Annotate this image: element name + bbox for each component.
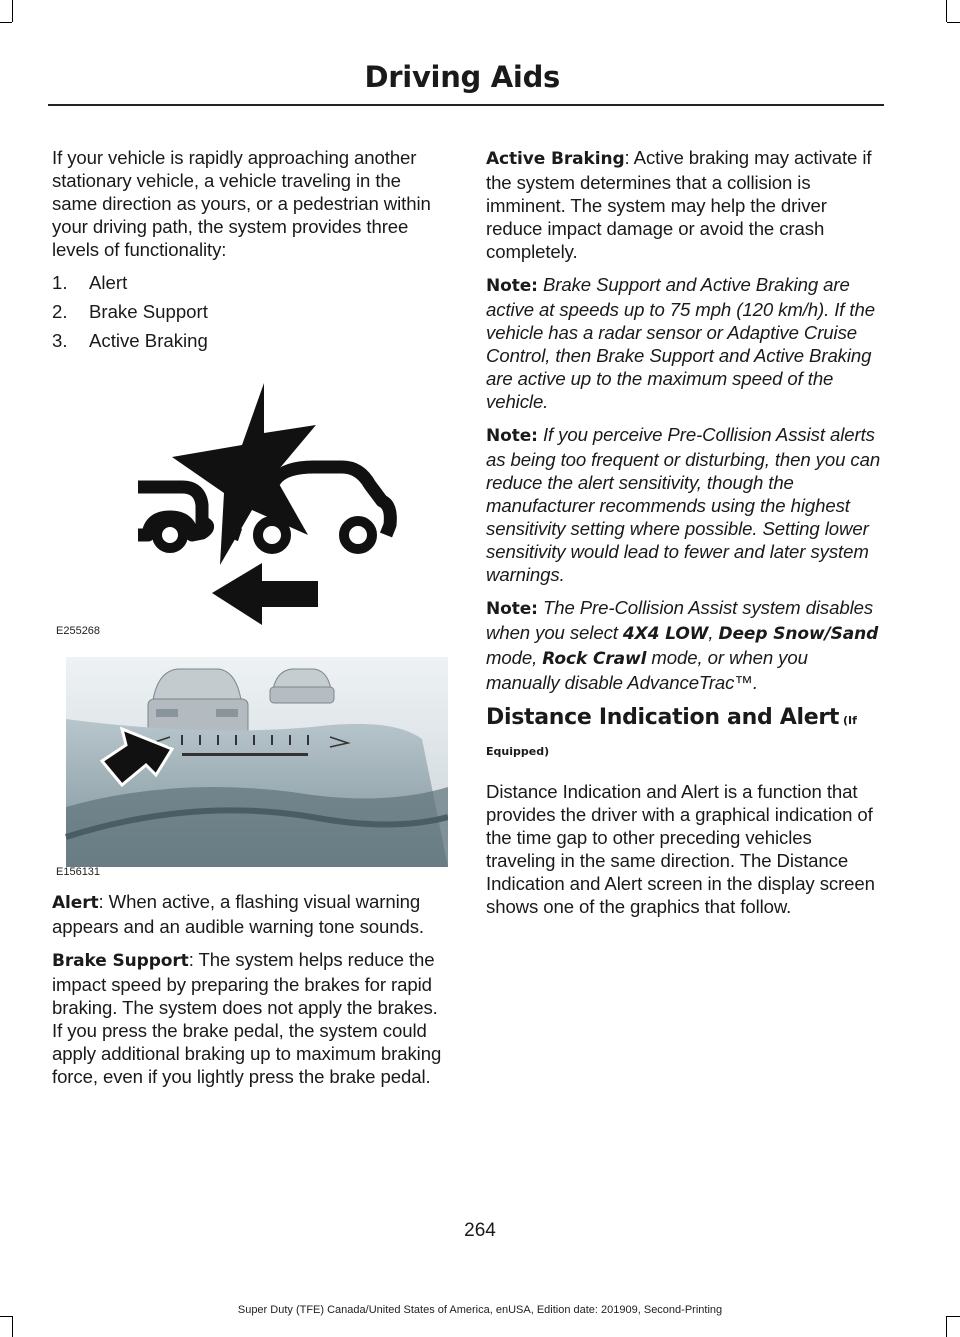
note-label: Note: bbox=[486, 599, 538, 619]
intro-paragraph: If your vehicle is rapidly approaching another stationary vehicle, a vehicle traveling in the same direction as yours, or a pedestrian within your driving path, the system provides three levels of functionality: bbox=[52, 147, 431, 260]
list-item bbox=[52, 300, 448, 323]
mode-name: Deep Snow/Sand bbox=[718, 624, 879, 644]
crop-mark bbox=[947, 1316, 960, 1317]
distance-indication-paragraph: Distance Indication and Alert is a function that provides the driver with a graphical indication of the time gap to other preceding vehicles traveling in the same direction. The Distance Indication and Alert screen in the display screen shows one of the graphics that follow. bbox=[486, 781, 875, 917]
mode-name: 4X4 LOW bbox=[622, 624, 709, 644]
section-title: Distance Indication and Alert bbox=[486, 705, 840, 730]
mode-name: Rock Crawl bbox=[542, 649, 647, 669]
list-label: Active Braking bbox=[89, 330, 208, 351]
note-paragraph bbox=[486, 273, 882, 413]
list-number: 3. bbox=[52, 330, 68, 351]
collision-warning-icon bbox=[52, 375, 448, 645]
brake-support-text: : The system helps reduce the impact speed by preparing the brakes for rapid braking. The system does not apply the brakes. If you press the brake pedal, the system could apply additional braking up to maximum braking force, even if you lightly press the brake pedal. bbox=[52, 949, 442, 1087]
active-braking-paragraph bbox=[486, 146, 882, 263]
section-heading bbox=[486, 704, 882, 766]
rear-car-icon bbox=[138, 487, 208, 535]
crop-mark bbox=[0, 22, 12, 23]
brake-support-paragraph bbox=[52, 948, 448, 1088]
figure-code: E156131 bbox=[56, 866, 101, 878]
note-text: The Pre-Collision Assist system disables when you select bbox=[486, 597, 874, 643]
page-number: 264 bbox=[464, 1220, 496, 1241]
figure-code: E255268 bbox=[56, 625, 101, 637]
arrow-left-icon bbox=[212, 563, 318, 625]
alert-text: : When active, a flashing visual warning appears and an audible warning tone sounds. bbox=[52, 891, 424, 937]
note-text: mode, bbox=[486, 647, 543, 668]
note-label: Note: bbox=[486, 426, 538, 446]
header-divider bbox=[48, 104, 884, 106]
crop-mark bbox=[946, 1316, 947, 1337]
list-label: Alert bbox=[89, 272, 128, 293]
levels-list bbox=[52, 271, 448, 352]
page-title: Driving Aids bbox=[364, 60, 560, 94]
left-column bbox=[52, 146, 448, 358]
note-text: If you perceive Pre-Collision Assist alerts as being too frequent or disturbing, then you can reduce the alert sensitivity, though the manufacturer recommends using the highest sensitivity setting where possible. Setting lower sensitivity would lead to fewer and later system warnings. bbox=[486, 424, 881, 585]
windshield-warning-illustration bbox=[52, 657, 448, 882]
crop-mark bbox=[947, 22, 960, 23]
alert-term: Alert bbox=[52, 893, 99, 913]
crop-mark bbox=[0, 1316, 12, 1317]
footer-text: Super Duty (TFE) Canada/United States of America, enUSA, Edition date: 201909, Second-Printing bbox=[237, 1304, 723, 1316]
active-braking-text: : Active braking may activate if the system determines that a collision is imminent. The system may help the driver reduce impact damage or avoid the crash completely. bbox=[486, 147, 872, 262]
note-paragraph bbox=[486, 596, 882, 694]
note-text: mode, or when you manually disable AdvanceTrac™. bbox=[486, 647, 808, 693]
alert-paragraph bbox=[52, 890, 448, 938]
list-item bbox=[52, 271, 448, 294]
left-column-lower bbox=[52, 890, 448, 1098]
note-label: Note: bbox=[486, 276, 538, 296]
list-label: Brake Support bbox=[89, 301, 208, 322]
right-column bbox=[486, 146, 882, 928]
note-paragraph bbox=[486, 423, 882, 586]
collision-warning-figure bbox=[52, 375, 448, 645]
list-number: 1. bbox=[52, 272, 68, 293]
dashboard-figure bbox=[52, 657, 448, 882]
list-item bbox=[52, 329, 448, 352]
note-text: , bbox=[708, 622, 719, 643]
note-text: Brake Support and Active Braking are active at speeds up to 75 mph (120 km/h). If the vehicle has a radar sensor or Adaptive Cruise Control, then Brake Support and Active Braking are active up to the maximum speed of the vehicle. bbox=[486, 274, 875, 412]
crop-mark bbox=[946, 0, 947, 22]
section-qualifier: (If Equipped) bbox=[486, 714, 857, 758]
crop-mark bbox=[12, 0, 13, 22]
active-braking-term: Active Braking bbox=[486, 149, 625, 169]
crop-mark bbox=[12, 1316, 13, 1337]
list-number: 2. bbox=[52, 301, 68, 322]
brake-support-term: Brake Support bbox=[52, 951, 189, 971]
